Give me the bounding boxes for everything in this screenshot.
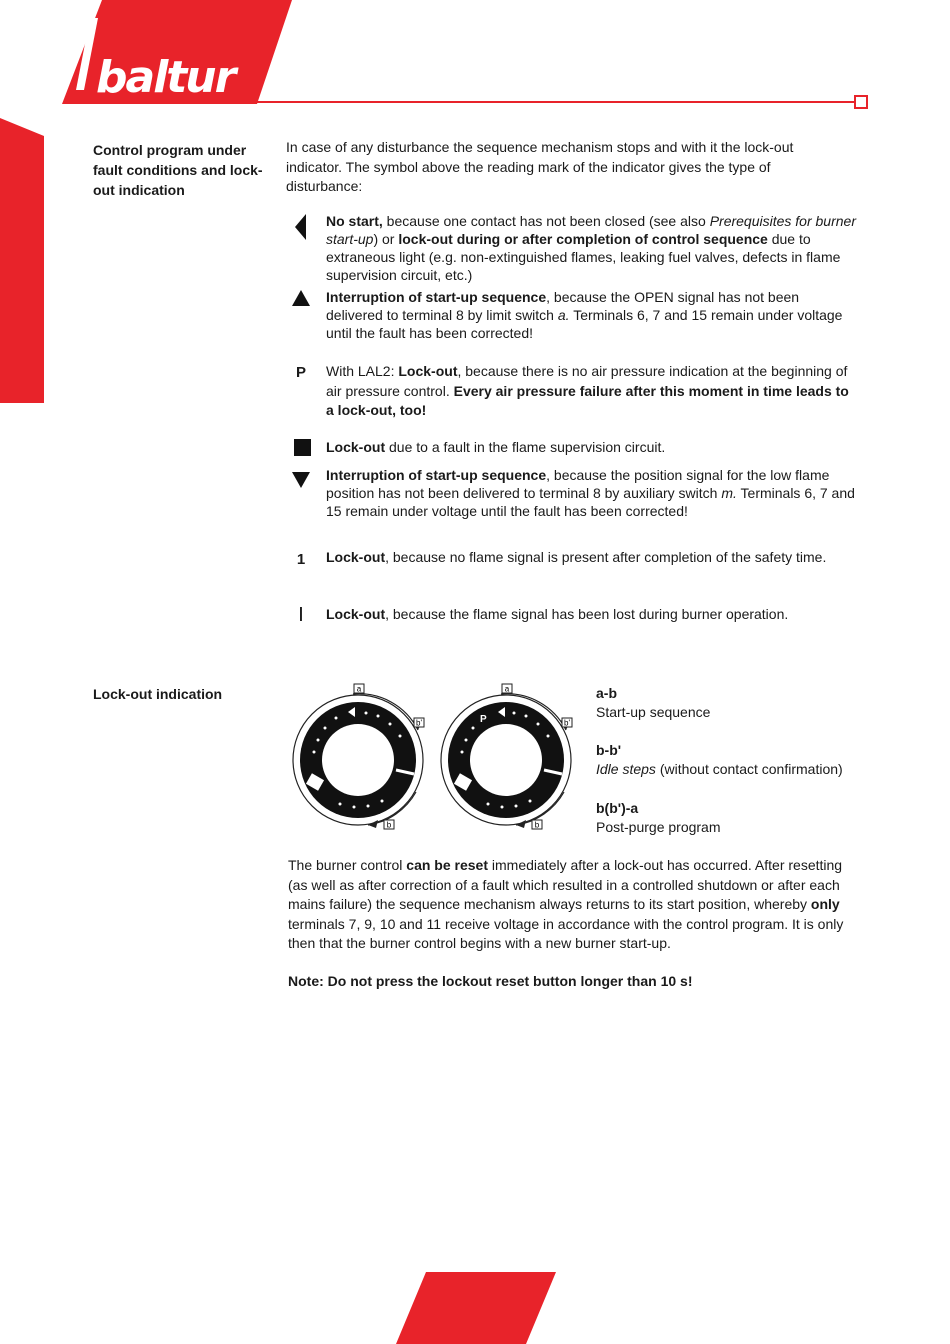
bold-run: Interruption of start-up sequence [326, 467, 547, 483]
square-icon [286, 438, 316, 462]
text-run: , because the OPEN signal has not been delivered to terminal 8 by limit switch [326, 289, 800, 323]
fault-item-text [326, 288, 856, 342]
fault-item-text [326, 438, 856, 456]
text-run: The burner control [288, 857, 407, 873]
text-run: Terminals 6, 7 and 15 remain under voltage until the fault has been corrected! [326, 307, 843, 341]
dial-symbol-p: P [480, 714, 487, 725]
italic-run: m. [721, 485, 737, 501]
bar-symbol: | [298, 605, 304, 622]
header-rule [240, 101, 854, 103]
text-run: With LAL2: [326, 363, 399, 379]
fault-item-text [326, 605, 856, 623]
text-run: Terminals 6, 7 and 15 remain under voltage until the fault has been corrected! [326, 485, 855, 519]
dial-letter: a [356, 684, 362, 694]
digit-one-symbol: 1 [296, 551, 306, 568]
bold-run: Interruption of start-up sequence [326, 289, 547, 305]
dial-letter: a [504, 684, 510, 694]
legend-item-a-b [596, 684, 866, 722]
footer-page-tab [396, 1272, 556, 1344]
legend-key: a-b [596, 685, 617, 701]
fault-item-text [326, 548, 856, 566]
reset-note: Note: Do not press the lockout reset button longer than 10 s! [288, 973, 693, 989]
text-run: terminals 7, 9, 10 and 11 receive voltage in accordance with the control program. It is only then that the burner control begins with a new burner start-up. [288, 915, 844, 951]
legend-item-b-b-prime [596, 741, 866, 779]
dial-letter: b [534, 820, 540, 830]
legend-item-post-purge [596, 799, 866, 837]
text-run: due to extraneous light (e.g. non-extinguished flames, leaking fuel valves, defects in flame supervision circuit, etc.) [326, 231, 841, 283]
text-run: ) or [373, 231, 399, 247]
intro-paragraph: In case of any disturbance the sequence mechanism stops and with it the lock-out indicator. The symbol above the reading mark of the indicator gives the type of disturbance: [286, 139, 794, 194]
text-run: , because the flame signal has been lost during burner operation. [385, 606, 789, 622]
text-run: due to a fault in the flame supervision circuit. [385, 439, 666, 455]
text-run: , because the position signal for the low flame position has not been delivered to terminal 8 by auxiliary switch [326, 467, 830, 501]
fault-item-text [326, 466, 856, 520]
text-run: (without contact confirmation) [655, 761, 843, 777]
triangle-up-icon [286, 288, 316, 312]
triangle-left-icon [286, 212, 316, 246]
side-tab [0, 118, 44, 403]
text-run: , because there is no air pressure indication at the beginning of air pressure control. [326, 363, 848, 399]
legend-key: b(b')-a [596, 800, 639, 816]
bold-run: Lock-out [326, 439, 386, 455]
triangle-down-icon [286, 466, 316, 492]
dial-right [441, 684, 572, 830]
text-run: Post-purge program [596, 819, 721, 835]
fault-item-text [326, 362, 856, 421]
text-run: , because no flame signal is present after completion of the safety time. [385, 549, 827, 565]
header-square-marker [854, 95, 868, 109]
brand-logo: baltur [96, 52, 235, 103]
bold-run: Lock-out [398, 363, 458, 379]
text-run: because one contact has not been closed (see also [382, 213, 710, 229]
bold-run: Lock-out [326, 549, 386, 565]
bold-run: Lock-out [326, 606, 386, 622]
bold-run: No start, [326, 213, 383, 229]
lockout-indicator-dials [286, 680, 591, 840]
italic-run: Idle steps [596, 761, 656, 777]
italic-run: Prerequisites for burner start-up [326, 213, 856, 247]
dial-letter: b [386, 820, 392, 830]
bold-run: can be reset [406, 857, 489, 873]
section-label-lockout-indication: Lock-out indication [93, 686, 223, 702]
legend-desc [596, 760, 866, 779]
legend-desc [596, 818, 866, 837]
legend-desc [596, 703, 866, 722]
bold-run: Every air pressure failure after this moment in time leads to a lock-out, too! [326, 382, 849, 418]
fault-item-text [326, 212, 856, 284]
italic-run: a. [557, 307, 570, 323]
dial-letter: b' [564, 718, 570, 728]
legend-key: b-b' [596, 742, 622, 758]
dial-letter: b' [416, 718, 422, 728]
section-label-control-program: Control program under fault conditions and lock-out indication [93, 142, 263, 198]
text-run: immediately after a lock-out has occurred. After resetting (as well as after correction of a fault which resulted in a controlled shutdown or after each mains failure) the sequence mechanism always returns to its start position, whereby [288, 857, 843, 912]
bold-run: only [810, 896, 840, 912]
reset-paragraph [288, 856, 858, 954]
dial-left [293, 684, 424, 830]
p-symbol: P [295, 364, 306, 381]
bold-run: lock-out during or after completion of control sequence [398, 231, 768, 247]
text-run: Start-up sequence [596, 704, 711, 720]
